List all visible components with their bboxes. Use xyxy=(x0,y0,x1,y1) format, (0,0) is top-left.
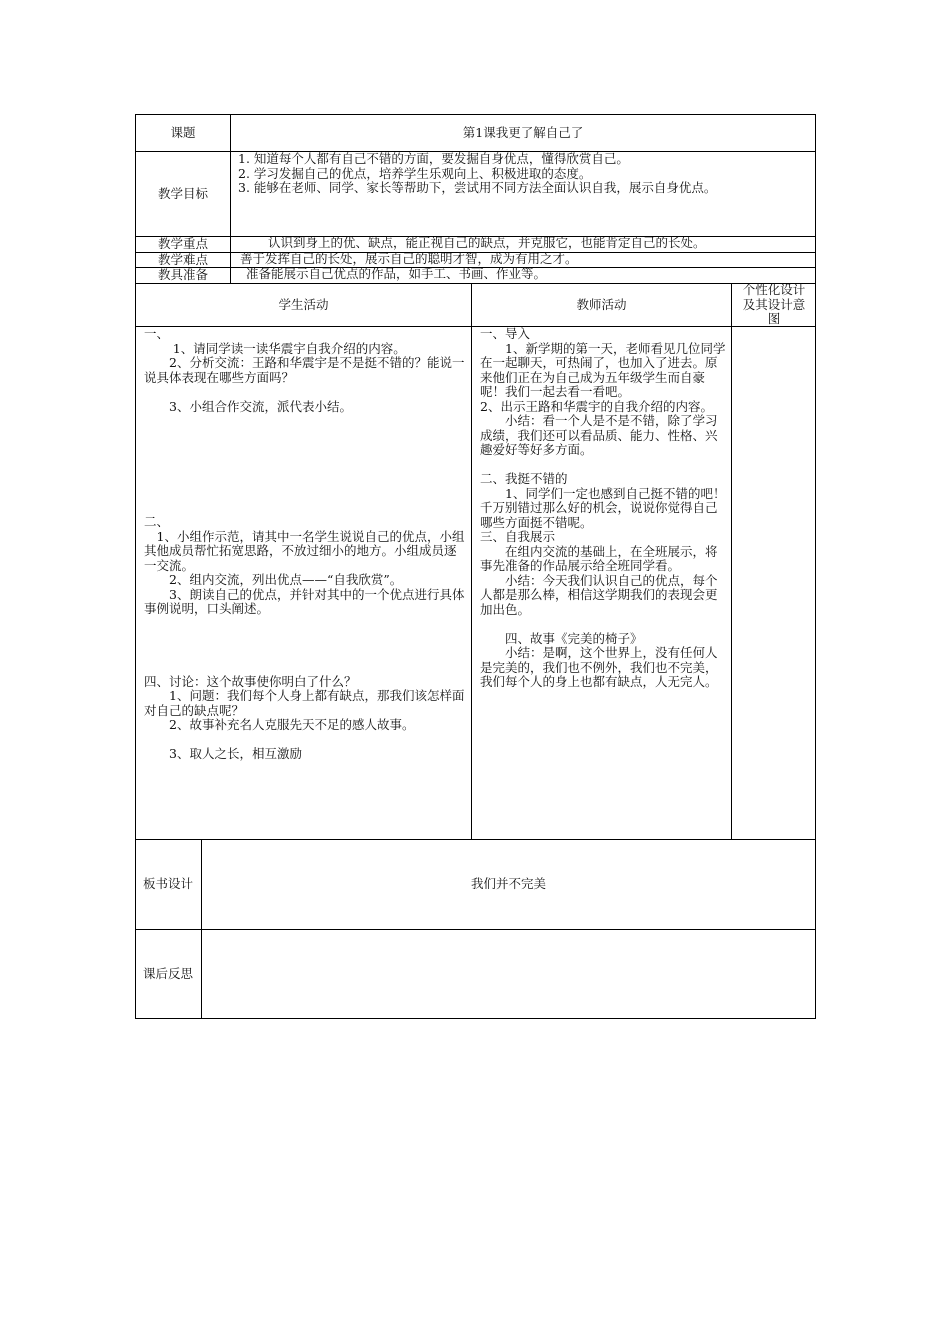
teacher-activity xyxy=(480,327,726,837)
personal-column-header: 个性化设计及其设计意图 xyxy=(742,282,806,327)
goals-label: 教学目标 xyxy=(157,185,208,201)
teacher-item: 1、新学期的第一天，老师看见几位同学在一起聊天，可热闹了，也加入了进去。原来他们正在为自己成为五年级学生而自豪呢！我们一起去看一看吧。 xyxy=(480,340,726,399)
teacher-section-4: 四、故事《完美的椅子》 xyxy=(505,630,643,646)
student-section-1: 一、 xyxy=(144,326,170,341)
teacher-section-3: 三、自我展示 xyxy=(480,529,556,544)
goal-item: 1. 知道每个人都有自己不错的方面，要发掘自身优点，懂得欣赏自己。 xyxy=(238,151,629,166)
reflection-label: 课后反思 xyxy=(142,965,193,981)
student-item: 3、小组合作交流，派代表小结。 xyxy=(169,398,352,414)
personal-design-cell xyxy=(732,327,815,839)
student-item: 3、朗读自己的优点，并针对其中的一个优点进行具体事例说明，口头阐述。 xyxy=(144,586,465,616)
goal-item: 3. 能够在老师、同学、家长等帮助下，尝试用不同方法全面认识自我，展示自身优点。 xyxy=(238,180,717,195)
difficulty-value: 善于发挥自己的长处，展示自己的聪明才智，成为有用之才。 xyxy=(240,251,578,266)
goals-list xyxy=(238,152,812,236)
teacher-section-2: 二、我挺不错的 xyxy=(480,471,568,486)
tools-label: 教具准备 xyxy=(157,267,208,282)
teacher-item: 1、同学们一定也感到自己挺不错的吧！千万别错过那么好的机会，说说你觉得自己哪些方面挺不错呢。 xyxy=(480,485,726,530)
goal-item: 2. 学习发掘自己的优点，培养学生乐观向上、积极进取的态度。 xyxy=(238,165,592,181)
student-item: 2、分析交流：王路和华震宇是不是挺不错的？能说一说具体表现在哪些方面吗？ xyxy=(144,355,465,385)
student-item: 2、故事补充名人克服先天不足的感人故事。 xyxy=(169,717,415,732)
key-label: 教学重点 xyxy=(157,236,208,251)
student-item: 2、组内交流，列出优点——“自我欣赏”。 xyxy=(169,572,403,587)
teacher-section-1: 一、导入 xyxy=(480,326,531,341)
teacher-summary: 小结：是啊，这个世界上，没有任何人是完美的，我们也不例外，我们也不完美，我们每个人的身上也都有缺点，人无完人。 xyxy=(480,645,718,689)
reflection-value xyxy=(202,930,815,1018)
teacher-column-header: 教师活动 xyxy=(576,296,627,312)
teacher-summary: 小结：看一个人是不是不错，除了学习成绩，我们还可以看品质、能力、性格、兴趣爱好等好多方面。 xyxy=(480,413,718,457)
teacher-summary: 小结：今天我们认识自己的优点，每个人都是那么棒，相信这学期我们的表现会更加出色。 xyxy=(480,572,718,617)
student-section-2: 二、 xyxy=(144,514,170,529)
key-value: 认识到身上的优、缺点，能正视自己的缺点，并克服它，也能肯定自己的长处。 xyxy=(268,235,706,250)
student-item: 1、问题：我们每个人身上都有缺点，那我们该怎样面对自己的缺点呢？ xyxy=(144,688,465,718)
student-activity xyxy=(144,327,466,837)
student-item: 1、小组作示范，请其中一名学生说说自己的优点，小组其他成员帮忙拓宽思路，不放过细小的地方。小组成员逐一交流。 xyxy=(144,528,465,573)
teacher-item: 2、出示王路和华震宇的自我介绍的内容。 xyxy=(480,398,713,414)
student-item: 1、请同学读一读华震宇自我介绍的内容。 xyxy=(172,340,406,356)
student-item: 3、取人之长，相互激励 xyxy=(169,746,302,761)
tools-value: 准备能展示自己优点的作品，如手工、书画、作业等。 xyxy=(246,266,547,281)
board-value: 我们并不完美 xyxy=(470,876,546,892)
board-label: 板书设计 xyxy=(142,876,193,892)
topic-value: 第1课我更了解自己了 xyxy=(462,124,584,140)
student-section-4: 四、讨论：这个故事使你明白了什么？ xyxy=(144,673,357,689)
teacher-item: 在组内交流的基础上，在全班展示，将事先准备的作品展示给全班同学看。 xyxy=(480,543,718,573)
student-column-header: 学生活动 xyxy=(278,296,329,312)
topic-label: 课题 xyxy=(170,124,196,140)
difficulty-label: 教学难点 xyxy=(157,251,208,267)
